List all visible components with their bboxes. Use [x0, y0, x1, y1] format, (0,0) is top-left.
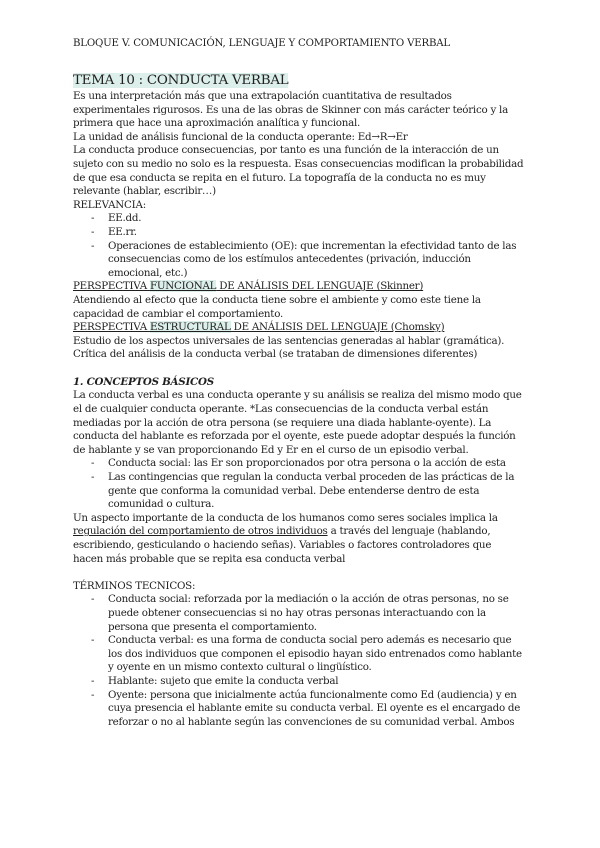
section1-paragraph: La conducta verbal es una conducta operante y su análisis se realiza del mismo modo que el de cualquier conducta operante. *Las consecuencias de la conducta verbal están mediadas por la acción de otra persona (se requiere una diada hablante-oyente). La conducta del hablante es reforzada por el oyente, este puede adoptar después la función de hablante y se van proporcionando Ed y Er en el curso de un episodio verbal. [73, 389, 522, 456]
title-highlight: TEMA 10 : CONDUCTA VERBAL [73, 73, 289, 88]
document-body [73, 72, 524, 729]
list-item: - Las contingencias que regulan la conducta verbal proceden de las prácticas de la gente que conforma la comunidad verbal. Debe entenderse dentro de esta comunidad o cultura. [73, 471, 524, 512]
intro-paragraph: Es una interpretación más que una extrapolación cuantitativa de resultados experimentales rigurosos. Es una de las obras de Skinner con más carácter teórico y la primera que hace una aproximación analítica y funcional. [73, 90, 508, 130]
relevance-label: RELEVANCIA: [73, 198, 146, 211]
consequences-paragraph: La conducta produce consecuencias, por tanto es una función de la interacción de un sujeto con su medio no solo es la respuesta. Esas consecuencias modifican la probabilidad de que esa conducta se repita en el futuro. La topografía de la conducta no es muy relevante (hablar, escribir…) [73, 144, 524, 198]
functional-highlight: FUNCIONAL [149, 280, 217, 293]
terms-list [73, 593, 524, 729]
underlined-phrase: regulación del comportamiento de otros individuos [73, 525, 328, 538]
list-item: - Oyente: persona que inicialmente actúa funcionalmente como Ed (audiencia) y en cuya presencia el hablante emite su conducta verbal. El oyente es el encargado de reforzar o no al hablante según las convenciones de su comunidad verbal. Ambos [73, 689, 524, 730]
list-item: - EE.dd. [73, 212, 524, 226]
list-item: - Conducta social: las Er son proporcionados por otra persona o la acción de esta [73, 457, 524, 471]
section-heading: 1. CONCEPTOS BÁSICOS [73, 375, 214, 388]
page-title [73, 72, 524, 89]
section1-list [73, 457, 524, 511]
list-item: - Operaciones de establecimiento (OE): que incrementan la efectividad tanto de las consecuencias como de los estímulos antecedentes (privación, inducción emocional, etc.) [73, 240, 524, 281]
page-header: BLOQUE V. COMUNICACIÓN, LENGUAJE Y COMPORTAMIENTO VERBAL [73, 38, 450, 49]
structural-text: Estudio de los aspectos universales de las sentencias generadas al hablar (gramática). Crítica del análisis de la conducta verbal (se trataban de dimensiones diferentes) [73, 334, 505, 361]
list-item: - EE.rr. [73, 226, 524, 240]
unit-paragraph: La unidad de análisis funcional de la conducta operante: Ed→R→Er [73, 130, 408, 143]
list-item: - Conducta social: reforzada por la mediación o la acción de otras personas, no se puede obtener consecuencias si no hay otras personas interactuando con la persona que presenta el comportamiento. [73, 593, 524, 634]
relevance-list [73, 212, 524, 280]
spacer [73, 566, 524, 580]
list-item: - Conducta verbal: es una forma de conducta social pero además es necesario que los dos individuos que componen el episodio hayan sido entrenados como hablante y oyente en un mismo contexto cultural o lingüístico. [73, 634, 524, 675]
functional-heading: PERSPECTIVA FUNCIONAL DE ANÁLISIS DEL LENGUAJE (Skinner) [73, 280, 424, 293]
list-item: - Hablante: sujeto que emite la conducta verbal [73, 675, 524, 689]
structural-highlight: ESTRUCTURAL [149, 321, 231, 334]
section1-paragraph-2: Un aspecto importante de la conducta de los humanos como seres sociales implica la regulación del comportamiento de otros individuos a través del lenguaje (hablando, escribiendo, gesticulando o haciendo señas). Variables o factores controladores que hacen más probable que se repita esa conducta verbal [73, 511, 498, 565]
structural-heading: PERSPECTIVA ESTRUCTURAL DE ANÁLISIS DEL LENGUAJE (Chomsky) [73, 321, 445, 334]
terms-label: TÉRMINOS TECNICOS: [73, 579, 196, 592]
functional-text: Atendiendo al efecto que la conducta tiene sobre el ambiente y como este tiene la capacidad de cambiar el comportamiento. [73, 293, 481, 320]
